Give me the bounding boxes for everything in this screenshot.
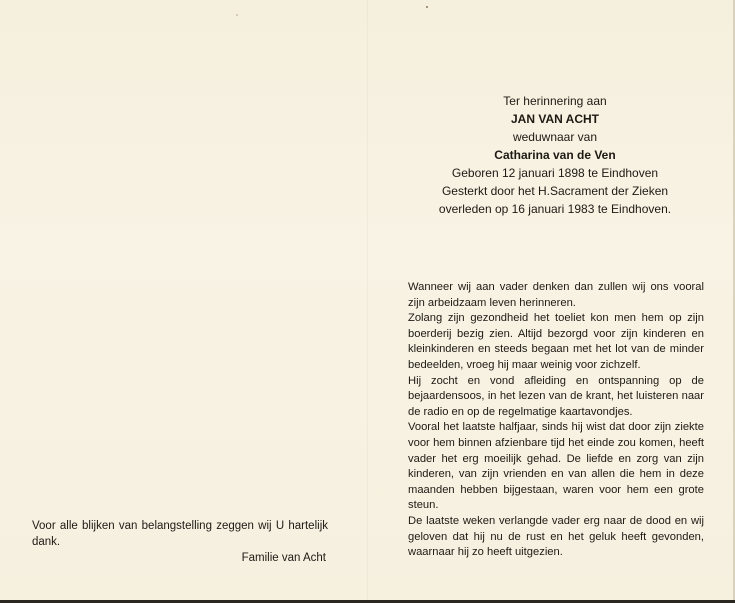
biography-text [408, 280, 704, 561]
header-in-memory: Ter herinnering aan [503, 94, 607, 108]
bio-paragraph: Wanneer wij aan vader denken dan zullen wij ons vooral zijn arbeidzaam leven herinneren. [408, 281, 704, 309]
card-fold-line [367, 0, 368, 603]
thank-you-note [32, 518, 328, 550]
bio-paragraph: Zolang zijn gezondheid het toeliet kon men hem op zijn boerderij bezig zien. Altijd bezorgd voor zijn kinderen en kleinkinderen en steeds begaan met het lot van de minder bedeelden, vroeg hij maar weinig voor zichzelf. [408, 312, 704, 371]
sacrament-line: Gesterkt door het H.Sacrament der Zieken [441, 184, 669, 198]
memorial-header [400, 92, 710, 218]
birth-line: Geboren 12 januari 1898 te Eindhoven [451, 166, 659, 180]
bio-paragraph: De laatste weken verlangde vader erg naar de dood en wij geloven dat hij nu de rust en het geluk heeft gevonden, waarnaar hij zo heeft uitgezien. [408, 514, 704, 559]
bio-paragraph: Vooral het laatste halfjaar, sinds hij wist dat door zijn ziekte voor hem binnen afzienbare tijd het einde zou komen, heeft vader het erg moeilijk gehad. De liefde en zorg van zijn kinderen, van zijn vrienden en van allen die hem in deze maanden hebben bijgestaan, waren voor hem een grote steun. [408, 421, 704, 512]
header-widower-of: weduwnaar van [512, 130, 598, 144]
bio-paragraph: Hij zocht en vond afleiding en ontspanning op de bejaardensoos, in het lezen van de krant, het luisteren naar de radio en op de regelmatige kaartavondjes. [408, 374, 704, 418]
deceased-name: JAN VAN ACHT [510, 112, 599, 126]
print-speck [236, 14, 238, 16]
thank-you-text: Voor alle blijken van belangstelling zeggen wij U hartelijk dank. [32, 520, 328, 548]
family-signature: Familie van Acht [241, 552, 326, 564]
spouse-name: Catharina van de Ven [494, 148, 616, 162]
print-speck [426, 6, 428, 8]
death-line: overleden op 16 januari 1983 te Eindhoven. [438, 202, 672, 216]
